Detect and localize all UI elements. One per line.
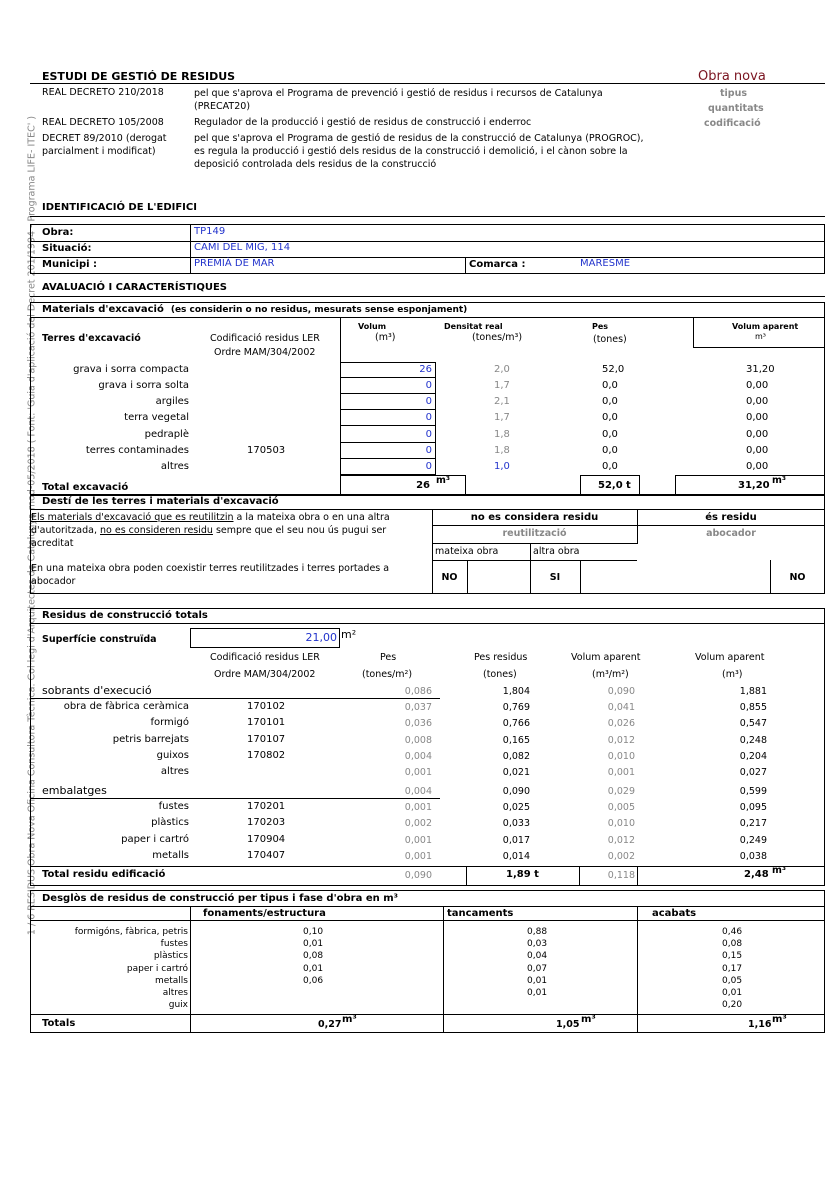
law-desc: Regulador de la producció i gestió de residus de construcció i enderroc (194, 117, 532, 128)
section-title-building: IDENTIFICACIÓ DE L'EDIFICI (42, 202, 197, 213)
residue-volm2: 0,010 (607, 818, 635, 830)
col-line (530, 543, 531, 594)
residue-vol: 0,547 (739, 718, 767, 730)
group-pes: 0,086 (404, 686, 432, 697)
col-densitat-unit: (tones/m³) (472, 332, 523, 343)
breakdown-tancaments: 0,03 (527, 939, 548, 950)
municipi-value: PREMIÀ DE MAR (194, 258, 275, 269)
residue-code: 170802 (247, 749, 286, 761)
excavation-row-name: terres contaminades (85, 445, 189, 456)
row-line (693, 347, 825, 348)
excavation-row-pes: 0,0 (602, 380, 618, 391)
breakdown-tancaments: 0,07 (527, 963, 548, 974)
residue-volm2: 0,012 (607, 834, 635, 846)
col-volap: Volum aparent (571, 652, 641, 663)
residue-name: formigó (150, 717, 189, 729)
col-pesres-unit: (tones) (483, 669, 517, 680)
breakdown-tancaments: 0,04 (527, 951, 548, 962)
breakdown-tancaments: 0,01 (527, 988, 548, 998)
col-codif: Codificació residus LER (210, 652, 320, 663)
residue-volm2: 0,012 (607, 734, 635, 746)
row-line (340, 377, 436, 378)
residue-name: fustes (158, 801, 189, 812)
residue-vol: 0,095 (739, 802, 767, 813)
excavation-row-pes: 0,0 (602, 412, 618, 423)
law-name: DECRET 89/2010 (derogat parcialment i modificat) (42, 133, 167, 157)
label-codificacio: codificació (704, 118, 761, 129)
residue-code: 170101 (247, 717, 286, 729)
comarca-label: Comarca : (469, 259, 526, 270)
row-line (30, 1014, 825, 1015)
total-excavacio-label: Total excavació (42, 482, 129, 493)
residue-pesres: 0,021 (502, 767, 530, 779)
residue-pesres: 0,766 (502, 718, 530, 730)
excavation-row-densitat: 1,7 (494, 412, 510, 423)
obra-type: Obra nova (698, 69, 766, 84)
total-fonaments: 0,27 (318, 1019, 342, 1030)
total-volum: 26 (416, 480, 430, 491)
total-vol: 2,48 (744, 869, 769, 880)
breakdown-fonaments: 0,08 (303, 951, 324, 962)
superficie-value: 21,00 (305, 631, 337, 644)
col-densitat: Densitat real (444, 322, 503, 331)
residue-pes: 0,001 (404, 850, 432, 862)
row-line (30, 798, 440, 799)
col-volap2: Volum aparent (695, 652, 765, 663)
residue-pes: 0,001 (404, 834, 432, 846)
residue-code: 170904 (247, 833, 286, 845)
situacio-value: CAMI DEL MIG, 114 (194, 242, 291, 253)
excavation-row-volum: 0 (425, 412, 432, 423)
residue-name: paper i cartró (121, 833, 189, 845)
row-line (30, 509, 825, 510)
residue-pes: 0,002 (404, 818, 432, 830)
excavation-row-densitat: 2,1 (494, 396, 510, 407)
total-acabats-unit: m³ (772, 1014, 787, 1025)
excavation-row-volum: 0 (425, 429, 432, 440)
excavation-row-pes: 52,0 (602, 364, 625, 375)
residue-volm2: 0,002 (607, 850, 635, 862)
breakdown-row-name: altres (162, 988, 188, 998)
excavation-row-pes: 0,0 (602, 445, 618, 456)
col-volum-unit: (m³) (375, 332, 396, 343)
comarca-value: MARESME (580, 258, 631, 269)
residue-vol: 0,855 (739, 702, 767, 713)
residue-pes: 0,001 (404, 802, 432, 813)
breakdown-acabats: 0,01 (722, 988, 743, 998)
col-ordre: Ordre MAM/304/2002 (214, 347, 316, 358)
breakdown-row-name: fustes (160, 939, 188, 950)
residue-vol: 0,038 (739, 850, 767, 862)
row-line (432, 543, 637, 544)
excavation-row-densitat: 1,0 (494, 461, 510, 472)
breakdown-acabats: 0,46 (722, 927, 743, 937)
residue-name: altres (160, 766, 189, 778)
residue-volm2: 0,010 (607, 750, 635, 762)
group-volm2: 0,090 (607, 686, 635, 697)
breakdown-acabats: 0,20 (722, 1000, 743, 1011)
residue-name: petris barrejats (112, 733, 189, 745)
breakdown-tancaments: 0,88 (527, 927, 548, 937)
excavation-row-code: 170503 (247, 445, 286, 456)
mateixa-obra-label: mateixa obra (435, 546, 499, 557)
group-pes: 0,004 (404, 786, 432, 797)
excavation-row-name: grava i sorra compacta (73, 364, 189, 375)
excavation-row-densitat: 1,7 (494, 380, 510, 391)
col-volap: Volum aparent (732, 322, 799, 331)
row-line (30, 920, 825, 921)
breakdown-acabats: 0,08 (722, 939, 743, 950)
total-acabats: 1,16 (748, 1019, 772, 1030)
document-title: ESTUDI DE GESTIÓ DE RESIDUS (42, 70, 236, 83)
group-vol: 0,599 (739, 786, 767, 797)
residue-vol: 0,217 (739, 818, 767, 830)
group-name: sobrants d'execució (42, 684, 152, 697)
row-line (432, 525, 825, 526)
obra-value: TP149 (194, 226, 226, 237)
residue-volm2: 0,005 (607, 802, 635, 813)
obra-label: Obra: (42, 227, 74, 238)
residue-volm2: 0,041 (607, 702, 635, 713)
excavation-row-name: argiles (155, 396, 189, 407)
residue-code: 170102 (247, 701, 286, 712)
col-volap-unit: m³ (755, 332, 766, 341)
excavation-row-volap: 0,00 (746, 396, 769, 407)
group-pesres: 0,090 (502, 786, 530, 797)
row-line (432, 560, 637, 561)
residue-pes: 0,008 (404, 734, 432, 746)
residue-vol: 0,249 (739, 834, 767, 846)
law-desc: pel que s'aprova el Programa de gestió de residus de la construcció de Catalunya (PROGROC), es regula la producció i gestió dels residus de la construcció i demolició, i el cànon sobre la deposició controlada dels residus de la construcció (194, 133, 644, 170)
residue-name: metalls (152, 849, 189, 861)
row-line (30, 317, 825, 318)
altra-obra-value: SI (549, 572, 561, 583)
total-pesres: 1,89 t (506, 869, 539, 880)
col-volap-unit: (m³/m²) (592, 669, 629, 680)
excavation-row-name: terra vegetal (124, 412, 189, 423)
residue-pes: 0,037 (404, 702, 432, 713)
group-volm2: 0,029 (607, 786, 635, 797)
group-vol: 1,881 (739, 686, 767, 697)
construction-title: Residus de construcció totals (42, 610, 208, 621)
abocador-value: NO (789, 572, 806, 583)
total-residu-label: Total residu edificació (42, 869, 166, 880)
total-volap-unit: m³ (772, 475, 787, 486)
residue-vol: 0,204 (739, 750, 767, 762)
excavation-row-pes: 0,0 (602, 429, 618, 440)
mateixa-obra-value: NO (441, 572, 458, 583)
total-tancaments: 1,05 (556, 1019, 580, 1030)
breakdown-table (30, 890, 825, 1033)
destination-text-1: Els materials d'excavació que es reutilitzin a la mateixa obra o en una altra d'autoritzada, no es consideren residu sempre que el seu nou ús pugui ser acreditat (31, 512, 390, 549)
breakdown-fonaments: 0,06 (303, 975, 324, 986)
row-line (340, 425, 436, 426)
col-volap2-unit: (m³) (722, 669, 743, 680)
breakdown-tancaments: 0,01 (527, 975, 548, 986)
col-acabats: acabats (652, 908, 697, 919)
law-name: REAL DECRETO 105/2008 (42, 117, 164, 128)
total-volm2: 0,118 (607, 870, 635, 881)
row-line (30, 698, 440, 699)
total-pes: 0,090 (404, 870, 432, 881)
breakdown-row-name: metalls (154, 975, 188, 986)
residue-pesres: 0,769 (502, 702, 530, 713)
col-line (467, 560, 468, 594)
residue-code: 170407 (247, 849, 286, 861)
altra-obra-label: altra obra (533, 546, 580, 557)
row-line (30, 257, 825, 258)
breakdown-row-name: guix (168, 1000, 188, 1011)
excavation-row-densitat: 1,8 (494, 429, 510, 440)
group-pesres: 1,804 (502, 686, 530, 697)
excavation-row-densitat: 1,8 (494, 445, 510, 456)
abocador-header: abocador (706, 528, 756, 539)
row-line (340, 442, 436, 443)
breakdown-fonaments: 0,01 (303, 963, 324, 974)
excavation-row-volap: 31,20 (746, 364, 775, 375)
row-line (30, 906, 825, 907)
excavation-row-volum: 0 (425, 396, 432, 407)
divider (30, 216, 825, 217)
total-volum-unit: m³ (436, 475, 451, 486)
totals-label: Totals (42, 1018, 76, 1029)
excavation-row-volum: 0 (425, 380, 432, 391)
col-pes-unit: (tones/m²) (362, 669, 413, 680)
col-line (190, 224, 191, 274)
superficie-label: Superfície construïda (42, 634, 157, 645)
col-pesres: Pes residus (474, 652, 528, 663)
total-pes-unit: t (626, 480, 631, 491)
excavation-row-volap: 0,00 (746, 380, 769, 391)
col-pes: Pes (592, 322, 609, 331)
excavation-row-volap: 0,00 (746, 461, 769, 472)
col-line (443, 906, 444, 1033)
label-quantitats: quantitats (708, 103, 764, 114)
residue-vol: 0,027 (739, 767, 767, 779)
superficie-unit: m² (341, 628, 357, 641)
col-volum: Volum (358, 322, 387, 331)
total-tancaments-unit: m³ (581, 1014, 596, 1025)
col-ordre: Ordre MAM/304/2002 (214, 669, 316, 680)
col-tancaments: tancaments (447, 908, 514, 919)
es-residu-header: és residu (705, 512, 757, 523)
breakdown-row-name: formigóns, fàbrica, petris (74, 927, 188, 937)
col-line (580, 560, 581, 594)
breakdown-row-name: plàstics (153, 951, 188, 962)
col-line (693, 317, 694, 347)
col-line (190, 906, 191, 1033)
no-residu-header: no es considera residu (470, 512, 599, 523)
excavation-row-pes: 0,0 (602, 461, 618, 472)
col-codif: Codificació residus LER (210, 333, 320, 344)
residue-name: obra de fàbrica ceràmica (63, 701, 189, 712)
row-line (340, 409, 436, 410)
residue-pesres: 0,165 (502, 734, 530, 746)
breakdown-acabats: 0,05 (722, 975, 743, 986)
col-line (340, 317, 341, 362)
section-title-evaluation: AVALUACIÓ I CARACTERÍSTIQUES (42, 282, 227, 293)
residue-name: plàstics (151, 817, 189, 829)
total-volap: 31,20 (738, 480, 770, 491)
excavation-row-volum: 0 (425, 445, 432, 456)
excavation-row-volum: 26 (419, 364, 432, 375)
total-vol-unit: m³ (772, 865, 787, 876)
col-terres: Terres d'excavació (42, 333, 141, 344)
divider (30, 296, 825, 297)
breakdown-title: Desglòs de residus de construcció per tipus i fase d'obra en m³ (42, 893, 398, 904)
col-fonaments: fonaments/estructura (203, 908, 326, 919)
reutilitzacio-header: reutilització (502, 528, 567, 539)
group-name: embalatges (42, 784, 107, 797)
breakdown-acabats: 0,17 (722, 963, 743, 974)
destination-text-2: En una mateixa obra poden coexistir terres reutilitzades i terres portades a abocador (31, 563, 390, 587)
residue-pesres: 0,014 (502, 850, 530, 862)
row-line (340, 393, 436, 394)
excavation-row-pes: 0,0 (602, 396, 618, 407)
residue-code: 170107 (247, 733, 286, 745)
residue-code: 170201 (247, 801, 286, 812)
excavation-row-volap: 0,00 (746, 445, 769, 456)
law-desc: pel que s'aprova el Programa de prevenció i gestió de residus i recursos de Catalunya (PRECAT20) (194, 88, 603, 112)
residue-pes: 0,004 (404, 750, 432, 762)
row-line (30, 623, 825, 624)
total-vol-box (637, 866, 825, 886)
residue-name: guixos (156, 749, 189, 761)
residue-pes: 0,001 (404, 767, 432, 779)
excavation-row-name: pedraplè (144, 429, 189, 440)
building-table (30, 224, 825, 274)
excavation-row-densitat: 2,0 (494, 364, 510, 375)
destination-title: Destí de les terres i materials d'excavació (42, 496, 279, 507)
residue-pesres: 0,033 (502, 818, 530, 830)
excavation-title: Materials d'excavació (es considerin o no residus, mesurats sense esponjament) (42, 304, 468, 315)
residue-pes: 0,036 (404, 718, 432, 730)
residue-pesres: 0,017 (502, 834, 530, 846)
total-fonaments-unit: m³ (342, 1014, 357, 1025)
residue-volm2: 0,001 (607, 767, 635, 779)
row-line (30, 241, 825, 242)
breakdown-acabats: 0,15 (722, 951, 743, 962)
residue-volm2: 0,026 (607, 718, 635, 730)
sidebar-vertical-text: 1 / 6 RESIDUS Obra Nova Oficina Consultora Tècnica. Col·legi d'Arquitectes de Catalunya mod-05/2018 ( Font: 'Guia d'aplicació del Decret 201/1994 - Programa LIFE- ITEC' ) (26, 115, 38, 936)
breakdown-row-name: paper i cartró (126, 963, 188, 974)
excavation-row-name: altres (160, 461, 189, 472)
excavation-row-volap: 0,00 (746, 429, 769, 440)
residue-code: 170203 (247, 817, 286, 829)
col-pes-unit: (tones) (593, 334, 627, 345)
breakdown-fonaments: 0,10 (303, 927, 324, 937)
residue-vol: 0,248 (739, 734, 767, 746)
col-line (465, 257, 466, 274)
col-pes: Pes (380, 652, 397, 663)
municipi-label: Municipi : (42, 259, 98, 270)
law-name: REAL DECRETO 210/2018 (42, 87, 164, 98)
breakdown-fonaments: 0,01 (303, 939, 324, 950)
total-pes: 52,0 (598, 480, 623, 491)
col-line (637, 906, 638, 1033)
residue-pesres: 0,082 (502, 750, 530, 762)
residue-pesres: 0,025 (502, 802, 530, 813)
excavation-row-name: grava i sorra solta (98, 380, 189, 391)
situacio-label: Situació: (42, 243, 92, 254)
row-line (340, 458, 436, 459)
excavation-row-volum: 0 (425, 461, 432, 472)
excavation-row-volap: 0,00 (746, 412, 769, 423)
label-tipus: tipus (720, 88, 748, 99)
